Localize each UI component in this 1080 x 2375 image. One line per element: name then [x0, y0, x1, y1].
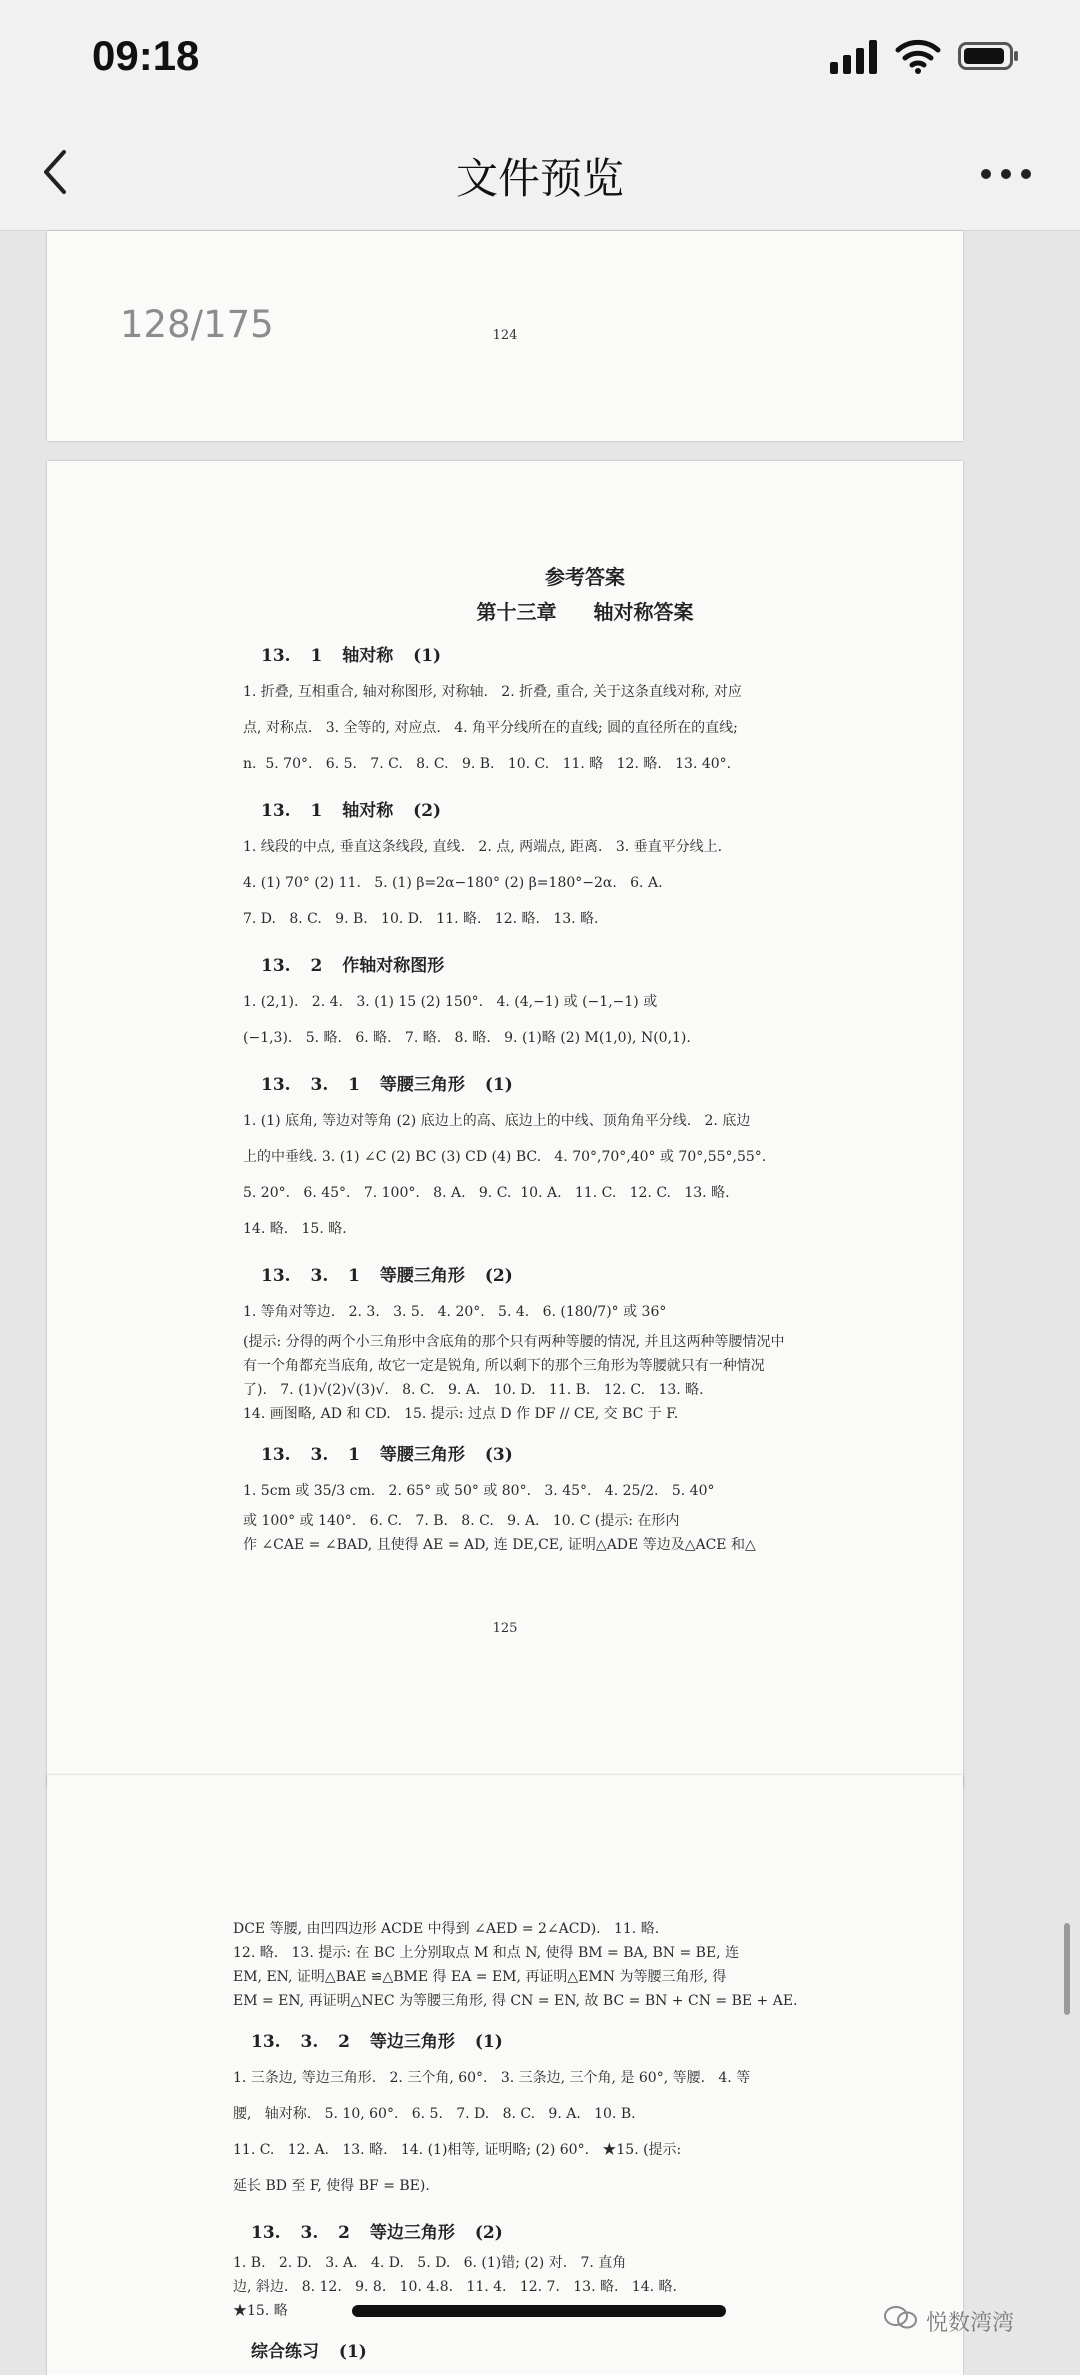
document-page	[47, 1775, 963, 2375]
section-heading: 13. 3. 1 等腰三角形 (3)	[261, 1445, 513, 1465]
page-title: 文件预览	[455, 154, 624, 203]
answer-line: 作 ∠CAE = ∠BAD, 且使得 AE = AD, 连 DE,CE, 证明△ADE 等边及△ACE 和△	[243, 1537, 756, 1553]
answer-block	[233, 1917, 917, 2013]
answer-line: 延长 BD 至 F, 使得 BF = BE).	[233, 2178, 430, 2194]
answer-line: 11. C. 12. A. 13. 略. 14. (1)相等, 证明略; (2) 60°. ★15. (提示:	[233, 2142, 682, 2158]
document-page	[47, 461, 963, 1787]
page-indicator: 128/175	[120, 303, 274, 346]
home-indicator[interactable]	[352, 2305, 726, 2317]
answer-line: EM, EN, 证明△BAE ≌△BME 得 EA = EM, 再证明△EMN 为等腰三角形, 得	[233, 1969, 727, 1985]
answer-line: 5. 20°. 6. 45°. 7. 100°. 8. A. 9. C. 10. A. 11. C. 12. C. 13. 略.	[243, 1185, 730, 1201]
answer-line: 4. (1) 70° (2) 11. 5. (1) β=2α−180° (2) β=180°−2α. 6. A.	[243, 875, 663, 891]
document-page	[47, 231, 963, 441]
section-heading: 13. 3. 2 等边三角形 (2)	[251, 2223, 503, 2243]
wechat-logo-icon	[882, 2304, 922, 2332]
cellular-signal-icon	[830, 40, 880, 74]
answer-line: 1. B. 2. D. 3. A. 4. D. 5. D. 6. (1)错; (2) 对. 7. 直角	[233, 2255, 627, 2271]
answer-line: n. 5. 70°. 6. 5. 7. C. 8. C. 9. B. 10. C. 11. 略 12. 略. 13. 40°.	[243, 756, 732, 772]
status-time: 09:18	[92, 32, 200, 79]
answer-block	[243, 1509, 927, 1557]
page-number: 125	[492, 1621, 518, 1636]
answer-line: 腰, 轴对称. 5. 10, 60°. 6. 5. 7. D. 8. C. 9. A. 10. B.	[233, 2106, 636, 2122]
answer-line: 12. 略. 13. 提示: 在 BC 上分别取点 M 和点 N, 使得 BM = BA, BN = BE, 连	[233, 1945, 740, 1961]
watermark-text: 悦数湾湾	[926, 2311, 1015, 2336]
scrollbar-thumb[interactable]	[1064, 1923, 1070, 2015]
battery-icon	[958, 42, 1020, 70]
answer-line: 边, 斜边. 8. 12. 9. 8. 10. 4.8. 11. 4. 12. 7. 13. 略. 14. 略.	[233, 2279, 677, 2295]
document-viewer[interactable]	[0, 231, 1080, 2362]
hint-block	[243, 1330, 927, 1426]
section-heading: 13. 3. 1 等腰三角形 (2)	[261, 1266, 513, 1286]
answer-line: DCE 等腰, 由凹四边形 ACDE 中得到 ∠AED = 2∠ACD). 11. 略.	[233, 1921, 660, 1937]
answer-line: 7. D. 8. C. 9. B. 10. D. 11. 略. 12. 略. 13. 略.	[243, 911, 599, 927]
navigation-bar	[0, 120, 1080, 231]
answer-line: 1. 线段的中点, 垂直这条线段, 直线. 2. 点, 两端点, 距离. 3. 垂直平分线上.	[243, 839, 723, 855]
section-heading: 13. 2 作轴对称图形	[261, 956, 445, 976]
more-options-icon[interactable]	[978, 166, 1034, 182]
page-number: 124	[492, 328, 518, 343]
answer-content	[243, 561, 927, 1557]
section-heading: 13. 1 轴对称 (1)	[261, 646, 442, 666]
section-heading: 13. 3. 1 等腰三角形 (1)	[261, 1075, 513, 1095]
answer-line: (−1,3). 5. 略. 6. 略. 7. 略. 8. 略. 9. (1)略 (2) M(1,0), N(0,1).	[243, 1030, 691, 1046]
answer-line: 14. 画图略, AD 和 CD. 15. 提示: 过点 D 作 DF // CE, 交 BC 于 F.	[243, 1406, 679, 1422]
wifi-icon	[896, 38, 940, 74]
answer-line: 上的中垂线. 3. (1) ∠C (2) BC (3) CD (4) BC. 4. 70°,70°,40° 或 70°,55°,55°.	[243, 1149, 767, 1165]
answer-line: 1. (2,1). 2. 4. 3. (1) 15 (2) 150°. 4. (4,−1) 或 (−1,−1) 或	[243, 994, 658, 1010]
answer-line: ★15. 略	[233, 2303, 288, 2319]
answer-line: 14. 略. 15. 略.	[243, 1221, 347, 1237]
answer-content	[233, 1917, 917, 2370]
answer-line: 1. 5cm 或 35/3 cm. 2. 65° 或 50° 或 80°. 3. 45°. 4. 25/2. 5. 40°	[243, 1483, 715, 1499]
answer-line: EM = EN, 再证明△NEC 为等腰三角形, 得 CN = EN, 故 BC = BN + CN = BE + AE.	[233, 1993, 798, 2009]
section-heading: 13. 3. 2 等边三角形 (1)	[251, 2032, 503, 2052]
answer-line: 1. (1) 底角, 等边对等角 (2) 底边上的高、底边上的中线、顶角角平分线. 2. 底边	[243, 1113, 751, 1129]
section-heading: 综合练习 (1)	[251, 2342, 367, 2362]
chapter-title: 第十三章 轴对称答案	[476, 600, 694, 624]
answer-line: 1. 折叠, 互相重合, 轴对称图形, 对称轴. 2. 折叠, 重合, 关于这条直线对称, 对应	[243, 684, 742, 700]
answer-line: 1. 等角对等边. 2. 3. 3. 5. 4. 20°. 5. 4. 6. (180/7)° 或 36°	[243, 1304, 667, 1320]
answer-line: 有一个角都充当底角, 故它一定是锐角, 所以剩下的那个三角形为等腰就只有一种情况	[243, 1358, 765, 1374]
answer-line: 点, 对称点. 3. 全等的, 对应点. 4. 角平分线所在的直线; 圆的直径所在的直线;	[243, 720, 738, 736]
answer-line: 1. 三条边, 等边三角形. 2. 三个角, 60°. 3. 三条边, 三个角, 是 60°, 等腰. 4. 等	[233, 2070, 751, 2086]
status-bar	[0, 0, 1080, 120]
answer-line: 或 100° 或 140°. 6. C. 7. B. 8. C. 9. A. 10. C (提示: 在形内	[243, 1513, 680, 1529]
answer-line: (提示: 分得的两个小三角形中含底角的那个只有两种等腰的情况, 并且这两种等腰情况中	[243, 1334, 785, 1350]
section-heading: 13. 1 轴对称 (2)	[261, 801, 442, 821]
answers-title: 参考答案	[545, 565, 625, 589]
answer-line: 了). 7. (1)√(2)√(3)√. 8. C. 9. A. 10. D. 11. B. 12. C. 13. 略.	[243, 1382, 704, 1398]
